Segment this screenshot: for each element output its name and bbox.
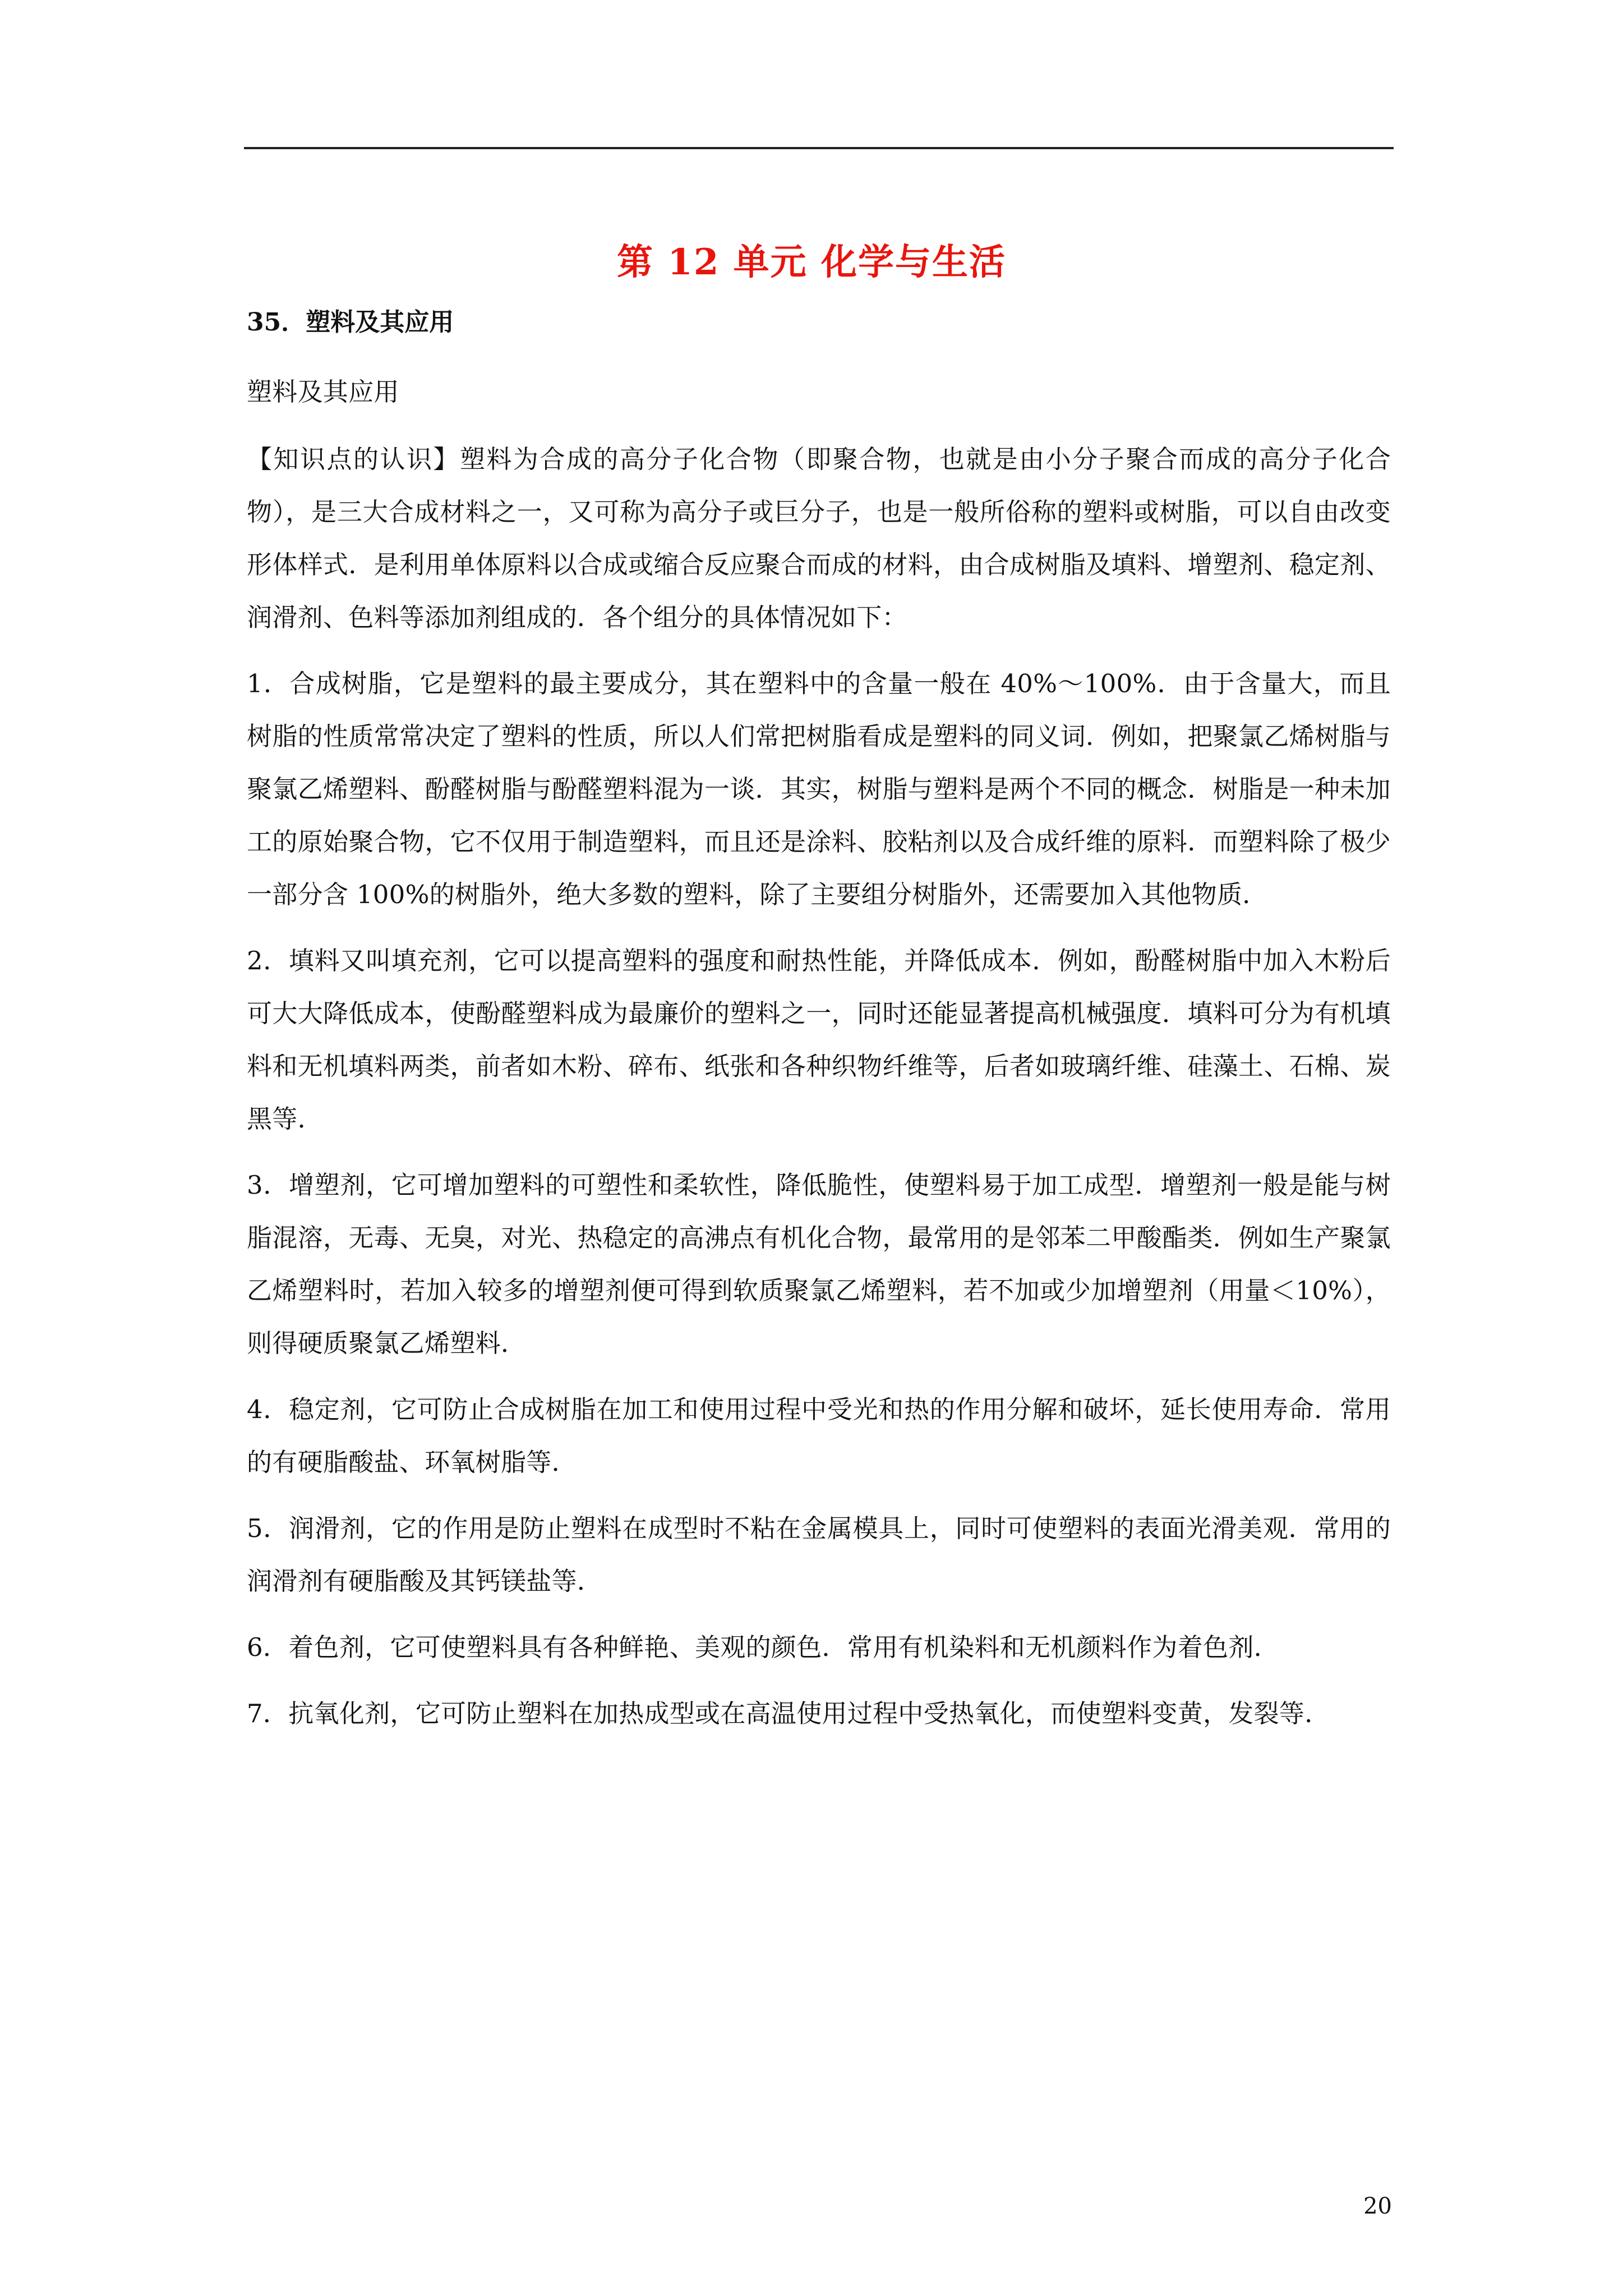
header-rule [244, 147, 1394, 149]
paragraph-item-2: 2．填料又叫填充剂，它可以提高塑料的强度和耐热性能，并降低成本．例如，酚醛树脂中加入木粉后可大大降低成本，使酚醛塑料成为最廉价的塑料之一，同时还能显著提高机械强度．填料可分为有机填料和无机填料两类，前者如木粉、碎布、纸张和各种织物纤维等，后者如玻璃纤维、硅藻土、石棉、炭黑等． [247, 946, 1391, 1134]
paragraph-item-6: 6．着色剂，它可使塑料具有各种鲜艳、美观的颜色．常用有机染料和无机颜料作为着色剂． [247, 1632, 1279, 1662]
document-body [247, 296, 1391, 1754]
section-heading: 35．塑料及其应用 [247, 308, 454, 337]
paragraph-intro: 【知识点的认识】塑料为合成的高分子化合物（即聚合物，也就是由小分子聚合而成的高分子化合物），是三大合成材料之一，又可称为高分子或巨分子，也是一般所俗称的塑料或树脂，可以自由改变形体样式．是利用单体原料以合成或缩合反应聚合而成的材料，由合成树脂及填料、增塑剂、稳定剂、润滑剂、色料等添加剂组成的．各个组分的具体情况如下： [247, 444, 1391, 632]
page-title: 第 12 单元 化学与生活 [617, 241, 1006, 283]
paragraph-item-7: 7．抗氧化剂，它可防止塑料在加热成型或在高温使用过程中受热氧化，而使塑料变黄，发裂等． [247, 1699, 1330, 1728]
paragraph-item-1: 1．合成树脂，它是塑料的最主要成分，其在塑料中的含量一般在 40%～100%．由于含量大，而且树脂的性质常常决定了塑料的性质，所以人们常把树脂看成是塑料的同义词．例如，把聚氯乙烯树脂与聚氯乙烯塑料、酚醛树脂与酚醛塑料混为一谈．其实，树脂与塑料是两个不同的概念．树脂是一种未加工的原始聚合物，它不仅用于制造塑料，而且还是涂料、胶粘剂以及合成纤维的原料．而塑料除了极少一部分含 100%的树脂外，绝大多数的塑料，除了主要组分树脂外，还需要加入其他物质． [247, 669, 1391, 909]
paragraph-item-4: 4．稳定剂，它可防止合成树脂在加工和使用过程中受光和热的作用分解和破坏，延长使用寿命．常用的有硬脂酸盐、环氧树脂等． [247, 1395, 1391, 1477]
paragraph-item-5: 5．润滑剂，它的作用是防止塑料在成型时不粘在金属模具上，同时可使塑料的表面光滑美观．常用的润滑剂有硬脂酸及其钙镁盐等． [247, 1513, 1391, 1596]
paragraph-item-3: 3．增塑剂，它可增加塑料的可塑性和柔软性，降低脆性，使塑料易于加工成型．增塑剂一般是能与树脂混溶，无毒、无臭，对光、热稳定的高沸点有机化合物，最常用的是邻苯二甲酸酯类．例如生产聚氯乙烯塑料时，若加入较多的增塑剂便可得到软质聚氯乙烯塑料，若不加或少加增塑剂（用量＜10%），则得硬质聚氯乙烯塑料． [247, 1170, 1391, 1358]
subheading: 塑料及其应用 [247, 377, 399, 407]
page-number: 20 [1363, 2193, 1392, 2219]
